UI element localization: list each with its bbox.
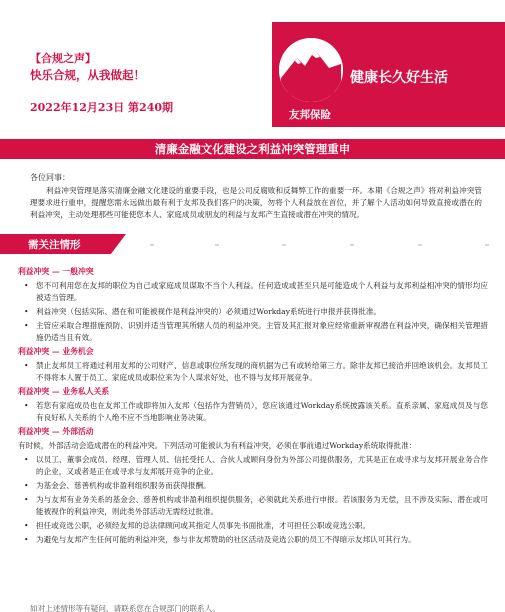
list-item: • 若您有家庭成员也在友邦工作或即将加入友邦（包括作为营销员），您应该通过Workday系统披露该关系。直系亲属、家庭成员及与您有良好私人关系的个人绝不应不当地影响业务决策。 (18, 400, 488, 424)
newsletter-header (0, 0, 505, 127)
group-intro: 有时候，外部活动会造成潜在的利益冲突。下列活动可能被认为有利益冲突，必须在事前通过Workday系统取得批准： (18, 441, 417, 450)
bullet-list (18, 360, 488, 384)
list-item: • 禁止友邦员工将通过利用友邦的公司财产、信息或职位所发现的商机据为己有或转给第三方。除非友邦已接洽并回绝该机会。友邦员工不得将本人置于员工、家庭成员或职位来为个人谋求好处，也不得与友邦开展竞争。 (18, 360, 488, 384)
issue-date: 2022年12月23日 第240期 (30, 101, 174, 114)
group-heading: 利益冲突 — 业务私人关系 (18, 387, 110, 396)
greeting: 各位同事： (30, 173, 70, 182)
slogan: 快乐合规，从我做起！ (30, 68, 145, 82)
intro-paragraph: 利益冲突管理是落实清廉金融文化建设的重要手段，也是公司反腐败和反舞弊工作的重要一环。本期《合规之声》将对利益冲突管理要求进行重申，提醒您需永远做出最有利于友邦及我们客户的决策，勿将个人利益放在首位，并了解个人活动如何导致直接或潜在的利益冲突，主动处理那些可能使您本人、家庭成员或朋友的利益与友邦产生直接或潜在冲突的情况。 (30, 186, 482, 219)
list-item: • 以员工、董事会成员、经理、管理人员、信托受托人、合伙人或顾问身份为外部公司提供服务，尤其是正在或寻求与友邦开展业务合作的企业，又或者是正在或寻求与友邦展开竞争的企业。 (18, 454, 488, 478)
bullet-list (18, 400, 488, 424)
section-content (18, 264, 488, 548)
page-title: 清廉金融文化建设之利益冲突管理重申 (154, 142, 351, 156)
brand-name: 友邦保险 (289, 109, 331, 121)
brand-tagline: 健康长久好生活 (350, 70, 448, 86)
section-title: 需关注情形 (28, 239, 81, 251)
list-item: • 主管应采取合理措施预防、识别并适当管理其所辖人员的利益冲突。主管及其汇报对象应经常重新审视潜在利益冲突，确保相关管理措施仍适当且有效。 (18, 320, 488, 344)
list-item: • 为避免与友邦产生任何可能的利益冲突，参与非友邦赞助的社区活动及竞选公职的员工不得暗示友邦认可其行为。 (18, 534, 488, 546)
list-item: • 为与友邦有业务关系的基金会、慈善机构或非盈利组织提供服务，必须就此关系进行申报。若该服务为无偿，且不涉及实际、潜在或可能被视作的利益冲突，则此类外部活动无需经过批准。 (18, 494, 488, 518)
bullet-list (18, 454, 488, 546)
divider (418, 244, 422, 246)
divider (485, 244, 489, 246)
list-item: • 为基金会、慈善机构或非盈利组织服务而获得报酬。 (18, 480, 488, 492)
list-item: • 利益冲突（包括实际、潜在和可能被视作是利益冲突的）必须通过Workday系统进行申报并获得批准。 (18, 306, 488, 318)
column-tag: 【合规之声】 (30, 52, 96, 65)
aia-letters-icon (284, 72, 338, 100)
list-item: • 担任或竞选公职，必须经友邦的总法律顾问或其指定人员事先书面批准，才可担任公职或竞选公职。 (18, 520, 488, 532)
divider (215, 244, 219, 246)
list-item: • 您不可利用您在友邦的职位为自己或家庭成员谋取不当个人利益。任何造成或甚至只是可能造成个人利益与友邦利益相冲突的情形均应被适当管理。 (18, 280, 488, 304)
group-heading: 利益冲突 — 外部活动 (18, 427, 94, 436)
divider (350, 244, 354, 246)
divider (282, 244, 286, 246)
footer-text: 如对上述情形等有疑问，请联系您在合规部门的联系人。 (30, 604, 220, 612)
group-heading: 利益冲突 — 业务机会 (18, 347, 94, 356)
bullet-list (18, 280, 488, 344)
group-heading: 利益冲突 — 一般冲突 (18, 267, 94, 276)
divider (150, 244, 154, 246)
